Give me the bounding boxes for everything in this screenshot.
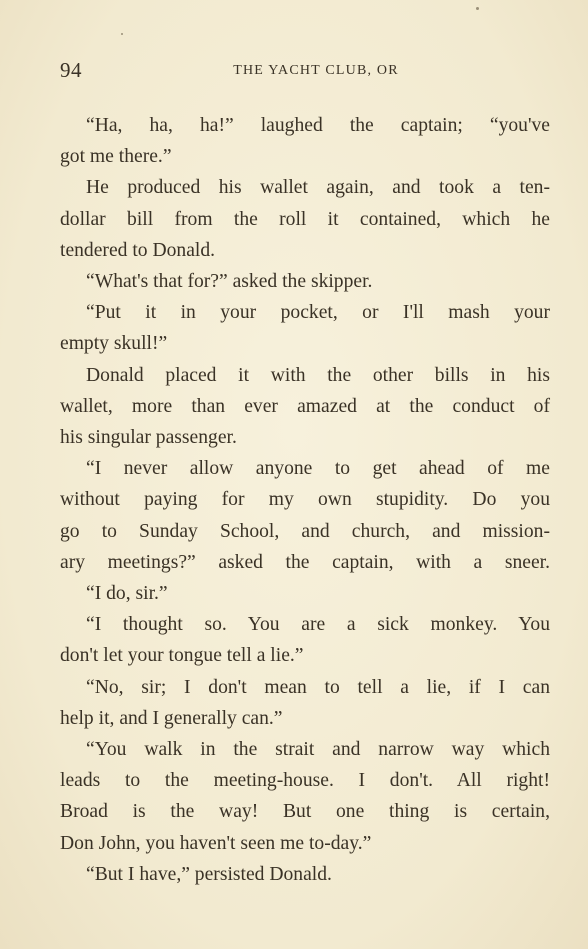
paragraph-6	[60, 453, 550, 578]
text-line: “But I have,” persisted Donald.	[86, 863, 332, 885]
text-line: dollar bill from the roll it contained, which he	[60, 208, 550, 230]
body-text	[60, 110, 550, 890]
text-line: He produced his wallet again, and took a ten-	[86, 177, 550, 199]
text-line: Don John, you haven't seen me to-day.”	[60, 832, 372, 854]
text-line: leads to the meeting-house. I don't. All right!	[60, 770, 550, 792]
text-line: don't let your tongue tell a lie.”	[60, 645, 304, 667]
text-line: “Ha, ha, ha!” laughed the captain; “you've	[86, 115, 550, 136]
text-line: “I never allow anyone to get ahead of me	[86, 458, 550, 480]
text-line: “I do, sir.”	[86, 583, 168, 605]
paragraph-5	[60, 360, 550, 454]
text-line: Broad is the way! But one thing is certain,	[60, 801, 550, 823]
text-line: “No, sir; I don't mean to tell a lie, if I can	[86, 676, 550, 698]
text-line: “What's that for?” asked the skipper.	[86, 271, 373, 293]
paragraph-11	[60, 859, 550, 890]
paragraph-1	[60, 110, 550, 172]
text-line: tendered to Donald.	[60, 239, 216, 261]
text-line: Donald placed it with the other bills in his	[86, 364, 550, 386]
text-line: help it, and I generally can.”	[60, 707, 283, 729]
page-header	[60, 58, 552, 88]
text-line: go to Sunday School, and church, and mission-	[60, 520, 550, 542]
paper-speck	[121, 33, 123, 35]
text-line: without paying for my own stupidity. Do you	[60, 489, 550, 511]
text-line: empty skull!”	[60, 333, 168, 355]
paper-speck	[476, 7, 479, 10]
paragraph-10	[60, 734, 550, 859]
paragraph-4	[60, 297, 550, 359]
paragraph-2	[60, 172, 550, 266]
page-number: 94	[60, 58, 82, 82]
paragraph-3	[60, 266, 550, 297]
running-head: THE YACHT CLUB, OR	[233, 63, 399, 78]
text-line: his singular passenger.	[60, 427, 237, 449]
text-line: “You walk in the strait and narrow way which	[86, 739, 550, 761]
text-line: got me there.”	[60, 146, 172, 168]
paragraph-8	[60, 609, 550, 671]
text-line: “Put it in your pocket, or I'll mash your	[86, 302, 550, 324]
paragraph-9	[60, 672, 550, 734]
text-line: wallet, more than ever amazed at the conduct of	[60, 395, 550, 417]
text-line: “I thought so. You are a sick monkey. You	[86, 614, 550, 636]
text-line: ary meetings?” asked the captain, with a sneer.	[60, 551, 550, 573]
paragraph-7	[60, 578, 550, 609]
